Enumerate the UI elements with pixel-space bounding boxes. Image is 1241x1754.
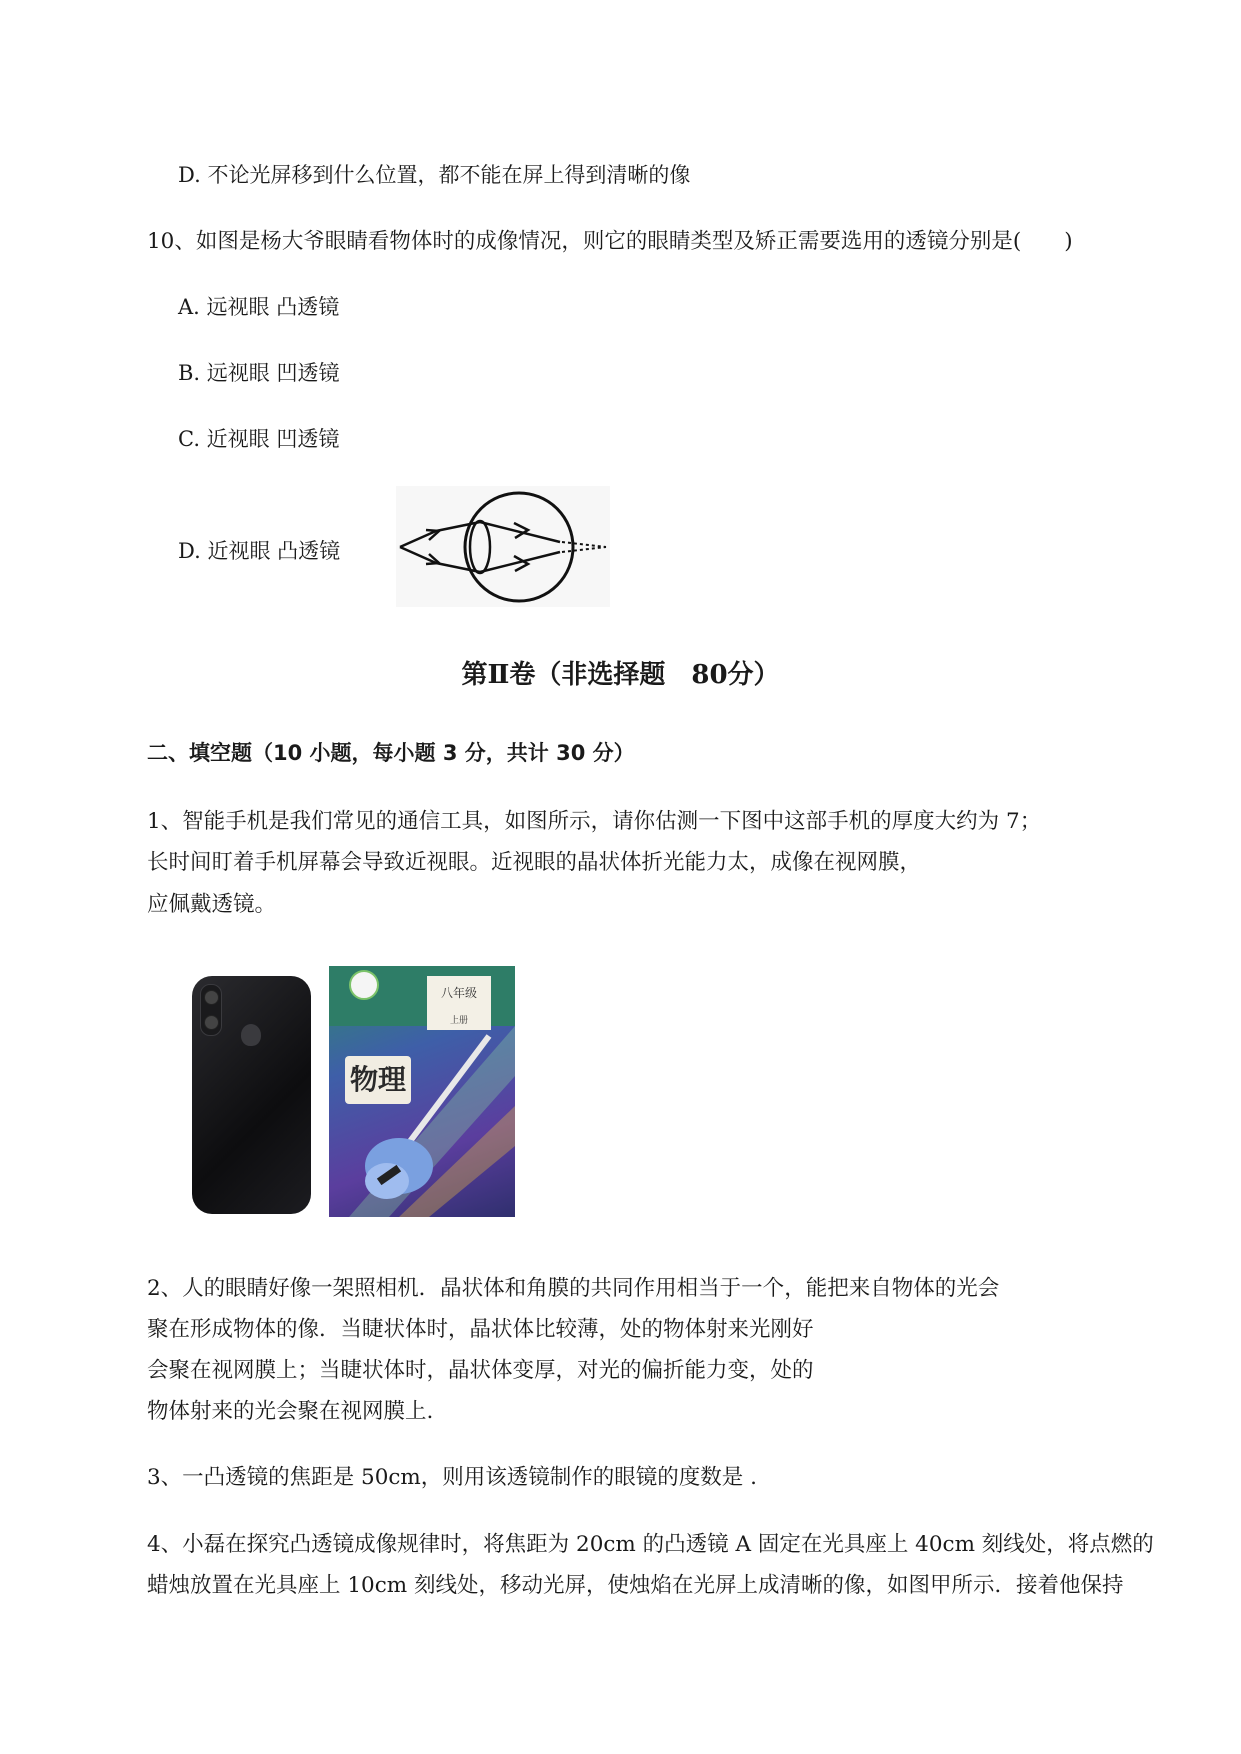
phone-image <box>192 976 311 1214</box>
fill3-line: 3、一凸透镜的焦距是 50cm，则用该透镜制作的眼镜的度数是 . <box>147 1465 757 1490</box>
eye-diagram <box>396 486 610 607</box>
q10-stem: 10、如图是杨大爷眼睛看物体时的成像情况，则它的眼睛类型及矫正需要选用的透镜分别是( ) <box>147 229 1073 254</box>
section2-title: 二、填空题（10 小题，每小题 3 分，共计 30 分） <box>147 741 635 765</box>
q10-option-d: D. 近视眼 凸透镜 <box>178 539 341 563</box>
fill1-line3: 应佩戴透镜。 <box>147 892 277 917</box>
fill2-line4: 物体射来的光会聚在视网膜上. <box>147 1399 434 1424</box>
fill2-line1: 2、人的眼睛好像一架照相机．晶状体和角膜的共同作用相当于一个，能把来自物体的光会 <box>147 1276 1000 1301</box>
q9-option-d: D. 不论光屏移到什么位置，都不能在屏上得到清晰的像 <box>178 163 691 187</box>
fill4-line2: 蜡烛放置在光具座上 10cm 刻线处，移动光屏，使烛焰在光屏上成清晰的像，如图甲所示．接着他保持 <box>147 1573 1124 1598</box>
q10-option-b: B. 远视眼 凹透镜 <box>178 361 340 385</box>
q10-option-a: A. 远视眼 凸透镜 <box>178 295 340 319</box>
fill4-line1: 4、小磊在探究凸透镜成像规律时，将焦距为 20cm 的凸透镜 A 固定在光具座上 40cm 刻线处，将点燃的 <box>147 1532 1154 1557</box>
fill1-line1: 1、智能手机是我们常见的通信工具，如图所示，请你估测一下图中这部手机的厚度大约为 7； <box>147 809 1042 834</box>
apple-logo-icon <box>241 1024 261 1046</box>
grade-label: 八年级 <box>440 986 477 1000</box>
guitar-illustration <box>329 966 515 1217</box>
fill2-line3: 会聚在视网膜上；当睫状体时，晶状体变厚，对光的偏折能力变，处的 <box>147 1358 814 1383</box>
textbook-image <box>329 966 515 1217</box>
camera-icon <box>200 984 222 1036</box>
volume-label: 上册 <box>449 1016 468 1026</box>
fill2-line2: 聚在形成物体的像．当睫状体时，晶状体比较薄，处的物体射来光刚好 <box>147 1317 814 1342</box>
q10-option-c: C. 近视眼 凹透镜 <box>178 427 340 451</box>
book-title: 物理 <box>345 1056 411 1104</box>
fill1-line2: 长时间盯着手机屏幕会导致近视眼。近视眼的晶状体折光能力太，成像在视网膜， <box>147 850 922 875</box>
part2-title: 第Ⅱ卷（非选择题 80分） <box>461 660 780 690</box>
